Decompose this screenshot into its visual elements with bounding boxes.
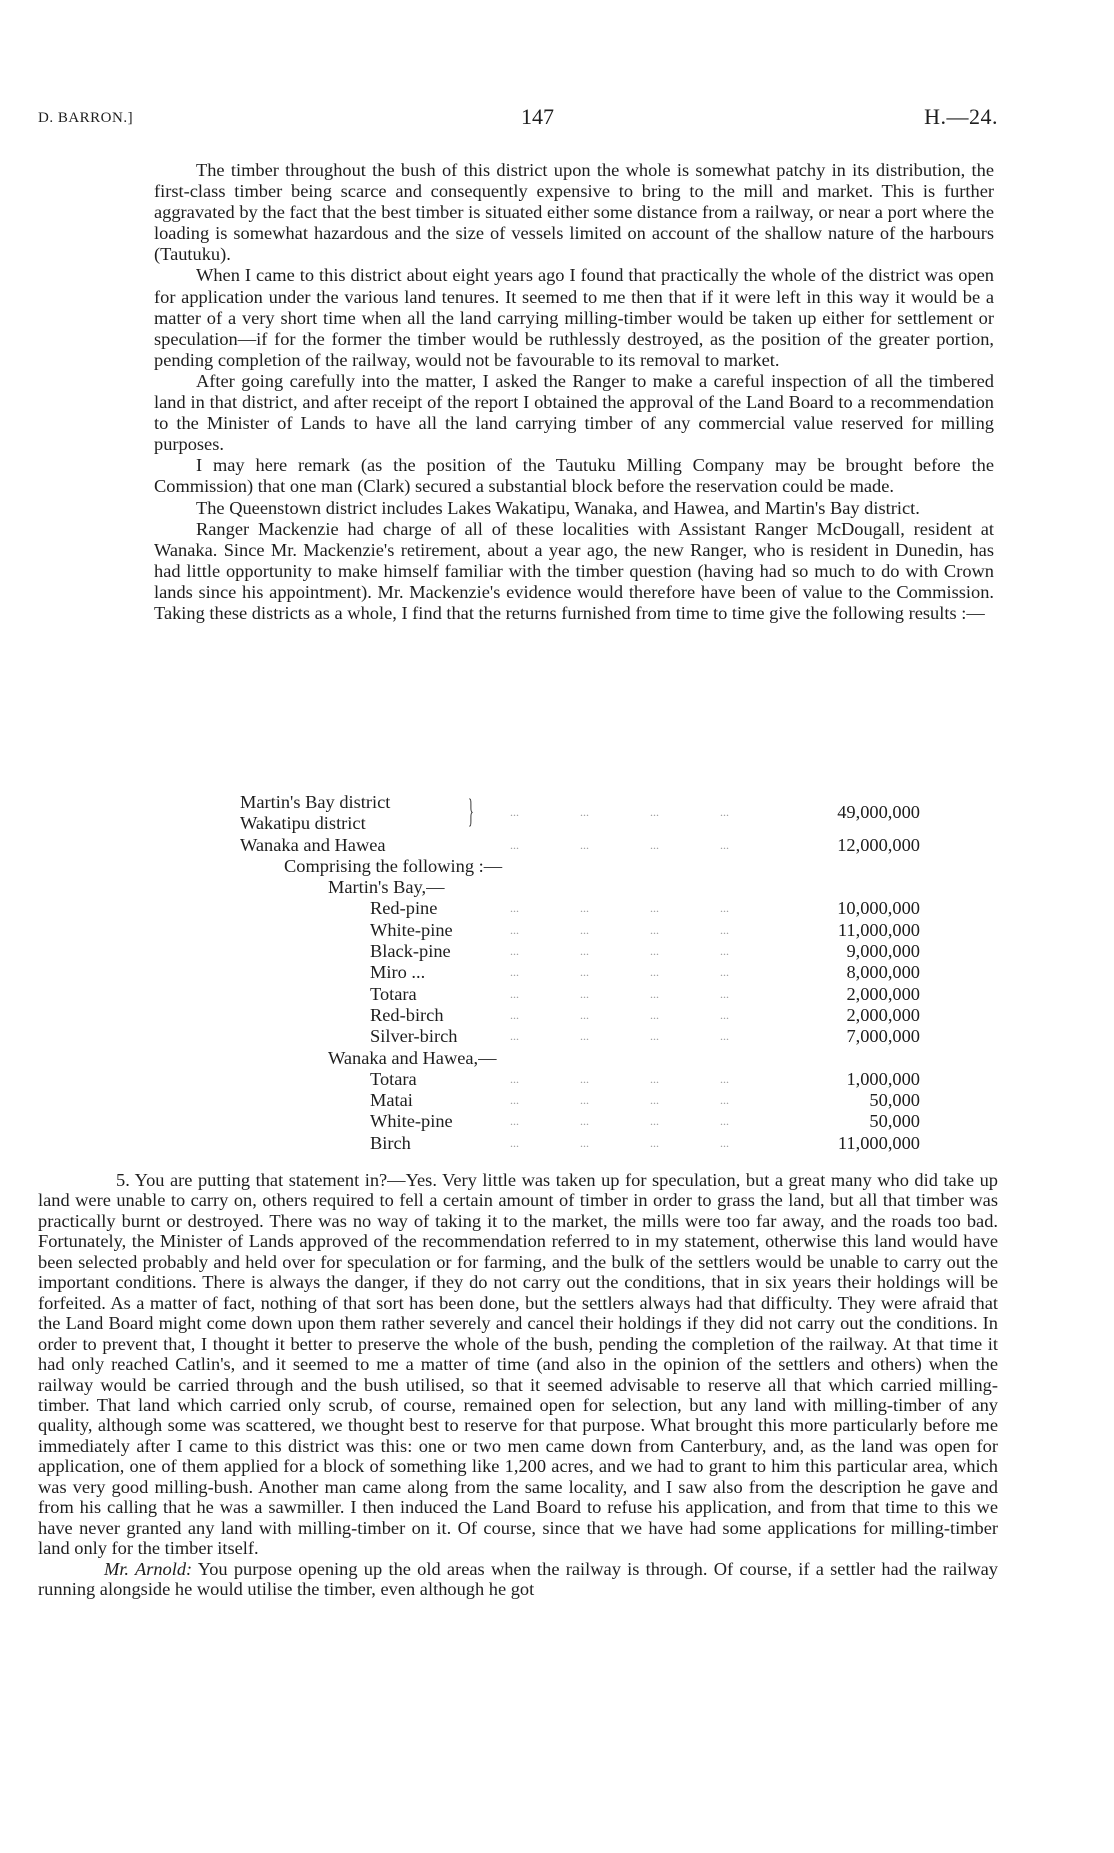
item-name: Birch (370, 1132, 411, 1153)
item-name: Silver-birch (370, 1026, 458, 1047)
paragraph: The timber throughout the bush of this district upon the whole is somewhat patchy in its distribution, the first-class timber being scarce and consequently expensive to bring to the mill and market. This is further aggravated by the fact that the best timber is situated either some distance from a railway, or near a port where the loading is somewhat hazardous and the size of vessels limited on account of the shallow nature of the harbours (Tautuku). (154, 160, 994, 265)
item-value: 50,000 (869, 1090, 920, 1111)
martins-bay-items (240, 898, 920, 1047)
table-row: Totara ... ... ... ... 1,000,000 (370, 1068, 920, 1089)
wanaka-hawea-items (240, 1069, 920, 1154)
item-value: 8,000,000 (846, 962, 920, 983)
table-row: Matai ... ... ... ... 50,000 (370, 1090, 920, 1111)
timber-returns-table (240, 792, 920, 1154)
speaker-name: Mr. Arnold: (104, 1558, 193, 1579)
row-label: Martin's Bay,— (328, 877, 445, 898)
item-name: Red-birch (370, 1004, 444, 1025)
row-value: 12,000,000 (837, 834, 920, 855)
row-label: Comprising the following :— (284, 855, 503, 876)
item-value: 50,000 (869, 1111, 920, 1132)
evidence-text (38, 1170, 998, 1600)
row-label: Wanaka and Hawea,— (328, 1047, 497, 1068)
row-label: Wakatipu district (240, 813, 366, 834)
item-name: Black-pine (370, 941, 451, 962)
table-row: Totara ... ... ... ... 2,000,000 (370, 983, 920, 1004)
item-name: Red-pine (370, 898, 438, 919)
table-row: Birch ... ... ... ... 11,000,000 (370, 1132, 920, 1153)
table-row: Wanaka and Hawea ... ... ... ... 12,000,000 (240, 834, 920, 855)
paragraph: The Queenstown district includes Lakes Wakatipu, Wanaka, and Hawea, and Martin's Bay district. (196, 497, 920, 518)
table-subheading (240, 1048, 920, 1069)
table-row (240, 813, 920, 834)
item-name: Totara (370, 983, 417, 1004)
table-row: Silver-birch ... ... ... ... 7,000,000 (370, 1026, 920, 1047)
brace-icon: } (468, 793, 474, 830)
table-row: White-pine ... ... ... ... 11,000,000 (370, 919, 920, 940)
row-label: Martin's Bay district (240, 792, 391, 812)
table-row: Miro ... ... ... ... ... 8,000,000 (370, 962, 920, 983)
question-5-answer: 5. You are putting that statement in?—Yes. Very little was taken up for speculation, but a great many who did take up land were unable to carry on, others required to fell a certain amount of timber in order to grass the land, but all that timber was practically burnt or destroyed. There was no way of taking it to the market, the mills were too far away, and the roads too bad. Fortunately, the Minister of Lands approved of the recommendation referred to in my statement, otherwise this land would have been selected probably and held over for speculation or for farming, and the bulk of the settlers would be unable to carry out the important conditions. There is always the danger, if they do not carry out the conditions, that in six years their holdings will be forfeited. As a matter of fact, nothing of that sort has been done, but the settlers always had that difficulty. They were afraid that the Land Board might come down upon them rather severely and cancel their holdings if they did not carry out the conditions. In order to prevent that, I thought it better to preserve the whole of the bush, pending the completion of the railway. At that time it had only reached Catlin's, and it seemed to me a matter of time (and also in the opinion of the settlers and others) when the railway would be carried through and the bush utilised, so that it seemed advisable to reserve all that which carried milling-timber. That land which carried only scrub, of course, remained open for selection, but any land with milling-timber of any quality, although some was scattered, we thought best to reserve for that purpose. What brought this more particularly before me immediately after I came to this district was this: one or two men came down from Canterbury, and, as the land was open for application, one of them applied for a block of something like 1,200 acres, and we had to grant to him this particular area, which was very good milling-bush. Another man came along from the same locality, and I saw also from the description he gave and from his calling that he was a sawmiller. I then induced the Land Board to refuse his application, and from that time to this we have never granted any land with milling-timber on it. Of course, since that we have had some applications for milling-timber land only for the timber itself. (38, 1170, 998, 1559)
paper-reference: H.—24. (924, 104, 998, 129)
witness-name: D. BARRON.] (38, 110, 134, 126)
item-name: Totara (370, 1068, 417, 1089)
page-number: 147 (521, 104, 554, 129)
item-value: 11,000,000 (837, 919, 920, 940)
item-value: 2,000,000 (846, 983, 920, 1004)
item-value: 10,000,000 (837, 898, 920, 919)
item-value: 1,000,000 (846, 1068, 920, 1089)
paragraph: When I came to this district about eight years ago I found that practically the whole of the district was open for application under the various land tenures. It seemed to me then that if it were left in this way it would be a matter of a very short time when all the land carrying milling-timber would be taken up either for settlement or speculation—if for the former the timber would be ruthlessly destroyed, as the position of the greater portion, pending completion of the railway, would not be favourable to its removal to market. (154, 265, 994, 370)
item-name: White-pine (370, 1111, 453, 1132)
table-row: White-pine ... ... ... ... 50,000 (370, 1111, 920, 1132)
question-text: You purpose opening up the old areas when the railway is through. Of course, if a settler had the railway running alongside he would utilise the timber, even although he got (38, 1558, 998, 1600)
page-header (38, 104, 998, 134)
paragraph: Ranger Mackenzie had charge of all of these localities with Assistant Ranger McDougall, resident at Wanaka. Since Mr. Mackenzie's retirement, about a year ago, the new Ranger, who is resident in Dunedin, has had little opportunity to make himself familiar with the timber question (having had so much to do with Crown lands since his appointment). Mr. Mackenzie's evidence would therefore have been of value to the Commission. Taking these districts as a whole, I find that the returns furnished from time to time give the following results :— (154, 518, 994, 623)
paragraph: I may here remark (as the position of the Tautuku Milling Company may be brought before the Commission) that one man (Clark) secured a substantial block before the reservation could be made. (154, 455, 994, 497)
item-name: White-pine (370, 919, 453, 940)
item-value: 2,000,000 (846, 1004, 920, 1025)
intro-statement (154, 160, 994, 624)
table-row: Red-birch ... ... ... ... 2,000,000 (370, 1004, 920, 1025)
row-label: Wanaka and Hawea (240, 834, 386, 855)
table-row: Black-pine ... ... ... ... 9,000,000 (370, 941, 920, 962)
item-name: Matai (370, 1090, 413, 1111)
item-value: 9,000,000 (846, 941, 920, 962)
row-value: 49,000,000 (837, 802, 920, 822)
paragraph: After going carefully into the matter, I asked the Ranger to make a careful inspection of all the timbered land in that district, and after receipt of the report I obtained the approval of the Land Board to a recommendation to the Minister of Lands to have all the land carrying timber of any commercial value reserved for milling purposes. (154, 370, 994, 455)
table-subheading (240, 877, 920, 898)
item-name: Miro ... (370, 962, 426, 983)
item-value: 7,000,000 (846, 1026, 920, 1047)
arnold-question (38, 1559, 998, 1600)
table-row: Red-pine ... ... ... ... 10,000,000 (370, 898, 920, 919)
table-row: Martin's Bay district } ... ... ... ... 49,000,000 (240, 792, 920, 830)
item-value: 11,000,000 (837, 1132, 920, 1153)
table-subheading (240, 856, 920, 877)
